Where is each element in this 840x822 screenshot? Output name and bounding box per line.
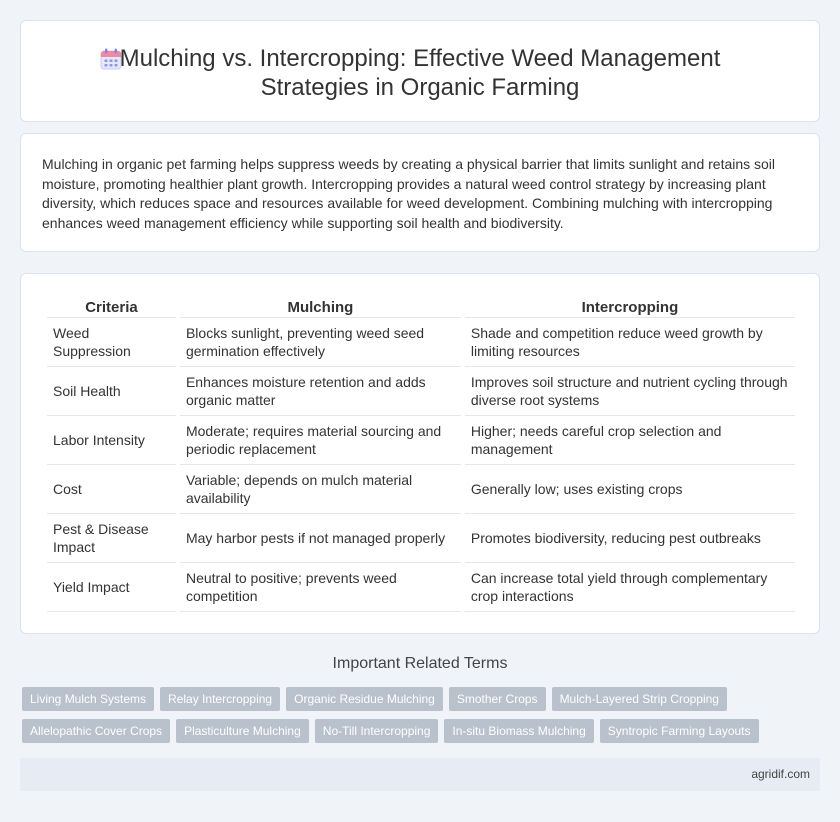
mulching-cell: Neutral to positive; prevents weed competition — [180, 563, 461, 612]
footer — [20, 758, 820, 791]
intercropping-cell: Shade and competition reduce weed growth by limiting resources — [465, 318, 795, 367]
table-row — [47, 416, 795, 465]
intro-card — [20, 133, 820, 252]
intercropping-cell: Promotes biodiversity, reducing pest outbreaks — [465, 514, 795, 563]
table-row — [47, 318, 795, 367]
tag-no-till-intercropping[interactable]: No-Till Intercropping — [315, 719, 439, 743]
footer-site-link[interactable]: agridif.com — [751, 767, 810, 781]
tag-relay-intercropping[interactable]: Relay Intercropping — [160, 687, 280, 711]
intercropping-cell: Improves soil structure and nutrient cycling through diverse root systems — [465, 367, 795, 416]
related-terms-title: Important Related Terms — [332, 655, 508, 672]
tag-allelopathic-cover-crops[interactable]: Allelopathic Cover Crops — [22, 719, 170, 743]
mulching-cell: Blocks sunlight, preventing weed seed germination effectively — [180, 318, 461, 367]
mulching-cell: Variable; depends on mulch material availability — [180, 465, 461, 514]
criteria-cell: Cost — [47, 465, 176, 514]
intercropping-cell: Generally low; uses existing crops — [465, 465, 795, 514]
table-row — [47, 465, 795, 514]
criteria-cell: Pest & Disease Impact — [47, 514, 176, 563]
mulching-cell: Enhances moisture retention and adds organic matter — [180, 367, 461, 416]
criteria-cell: Soil Health — [47, 367, 176, 416]
mulching-cell: Moderate; requires material sourcing and periodic replacement — [180, 416, 461, 465]
related-terms-tags — [22, 687, 802, 743]
header-mulching: Mulching — [180, 296, 461, 318]
page-title: Mulching vs. Intercropping: Effective Weed Management Strategies in Organic Farming — [119, 45, 721, 101]
criteria-cell: Labor Intensity — [47, 416, 176, 465]
table-row — [47, 367, 795, 416]
table-row — [47, 514, 795, 563]
tag-syntropic-farming-layouts[interactable]: Syntropic Farming Layouts — [600, 719, 759, 743]
tag-mulch-layered-strip-cropping[interactable]: Mulch-Layered Strip Cropping — [552, 687, 727, 711]
comparison-table — [43, 296, 799, 612]
tag-living-mulch-systems[interactable]: Living Mulch Systems — [22, 687, 154, 711]
table-row — [47, 563, 795, 612]
header-criteria: Criteria — [47, 296, 176, 318]
tag-plasticulture-mulching[interactable]: Plasticulture Mulching — [176, 719, 309, 743]
title-card — [20, 20, 820, 122]
comparison-table-card — [20, 273, 820, 634]
mulching-cell: May harbor pests if not managed properly — [180, 514, 461, 563]
intro-paragraph: Mulching in organic pet farming helps suppress weeds by creating a physical barrier that limits sunlight and retains soil moisture, promoting healthier plant growth. Intercropping provides a natural weed control strategy by increasing plant diversity, which reduces space and resources available for weed development. Combining mulching with intercropping enhances weed management efficiency while supporting soil health and biodiversity. — [42, 156, 776, 231]
intercropping-cell: Higher; needs careful crop selection and management — [465, 416, 795, 465]
header-intercropping: Intercropping — [465, 296, 795, 318]
criteria-cell: Yield Impact — [47, 563, 176, 612]
tag-organic-residue-mulching[interactable]: Organic Residue Mulching — [286, 687, 443, 711]
tag-smother-crops[interactable]: Smother Crops — [449, 687, 546, 711]
criteria-cell: Weed Suppression — [47, 318, 176, 367]
tag-in-situ-biomass-mulching[interactable]: In-situ Biomass Mulching — [444, 719, 593, 743]
table-header-row — [47, 296, 795, 318]
intercropping-cell: Can increase total yield through complementary crop interactions — [465, 563, 795, 612]
